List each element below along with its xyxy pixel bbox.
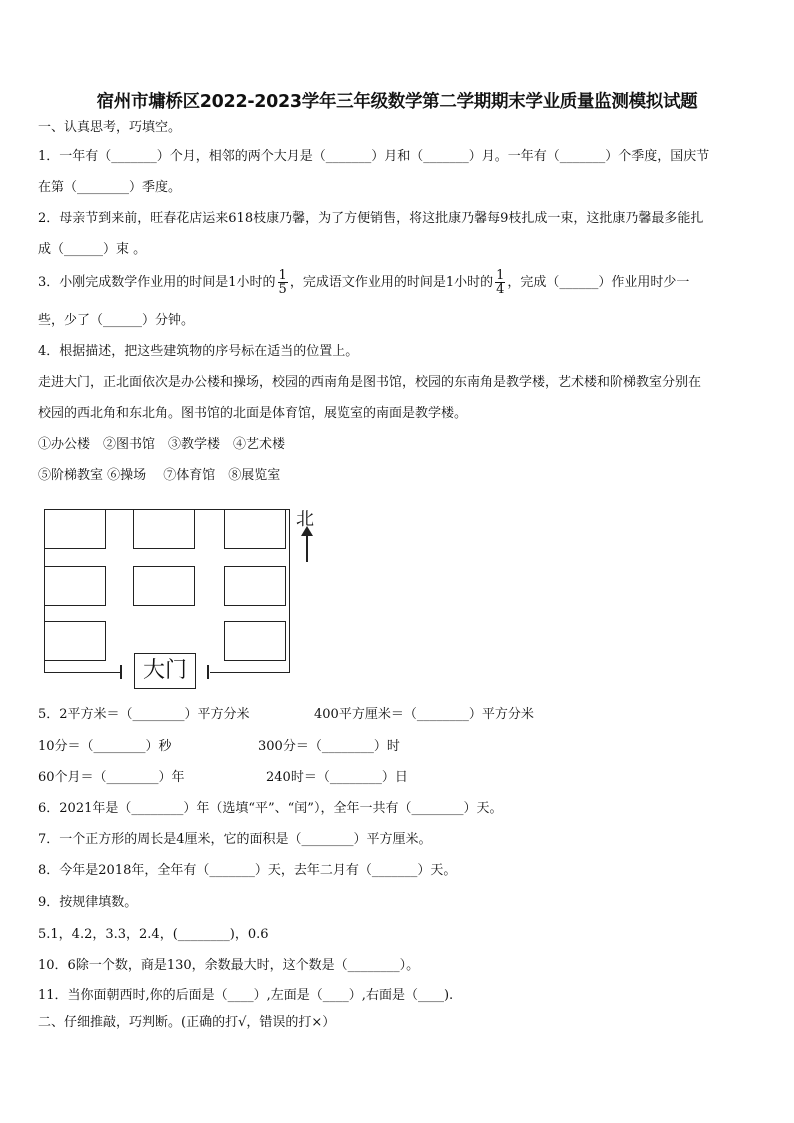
gate-post-right (207, 665, 209, 679)
question-4-prompt: 4．根据描述，把这些建筑物的序号标在适当的位置上。 (38, 344, 359, 359)
question-3-text-b: ，完成语文作业用的时间是1小时的 (289, 275, 494, 290)
question-9-prompt: 9．按规律填数。 (38, 895, 138, 910)
question-5-row-1 (38, 707, 534, 723)
map-slot-east-middle (224, 566, 286, 606)
question-5e: 60个月＝（________）年 (38, 770, 185, 785)
campus-map (44, 509, 290, 673)
question-2-line-2: 成（______）束 。 (38, 242, 147, 257)
north-arrow-shaft (306, 530, 308, 562)
question-4-options-2: ⑤阶梯教室 ⑥操场 ⑦体育馆 ⑧展览室 (38, 468, 281, 483)
fraction-denominator: 5 (278, 282, 287, 297)
section-1-heading: 一、认真思考，巧填空。 (38, 120, 182, 135)
question-5-row-2 (38, 739, 400, 755)
question-11: 11．当你面朝西时,你的后面是（____）,左面是（____）,右面是（____). (38, 988, 454, 1003)
main-gate: 大门 (134, 653, 196, 689)
map-slot-north-center (133, 509, 195, 549)
question-5f: 240时＝（________）日 (266, 770, 408, 785)
question-4-description-2: 校园的西北角和东北角。图书馆的北面是体育馆，展览室的南面是教学楼。 (38, 406, 468, 421)
map-slot-northwest (44, 509, 106, 549)
question-3-text-c: ，完成（______）作业用时少一 (507, 275, 690, 290)
question-5-row-3 (38, 770, 408, 786)
north-label: 北 (296, 509, 314, 530)
question-10: 10．6除一个数，商是130，余数最大时，这个数是（________）。 (38, 958, 420, 973)
question-5d: 300分＝（________）时 (258, 739, 400, 754)
gate-post-left (120, 665, 122, 679)
question-3-line-1 (38, 268, 689, 298)
question-5a: 5．2平方米＝（________）平方分米 (38, 707, 250, 722)
fraction-numerator: 1 (496, 268, 505, 283)
question-3-text-a: 3．小刚完成数学作业用的时间是1小时的 (38, 275, 276, 290)
fraction-one-fifth (278, 269, 288, 296)
question-1-line-2: 在第（________）季度。 (38, 180, 182, 195)
page-title: 宿州市墉桥区2022-2023学年三年级数学第二学期期末学业质量监测模拟试题 (96, 92, 698, 112)
question-3-line-2: 些，少了（______）分钟。 (38, 313, 195, 328)
question-4-options-1: ①办公楼 ②图书馆 ③教学楼 ④艺术楼 (38, 437, 286, 452)
question-7: 7．一个正方形的周长是4厘米，它的面积是（________）平方厘米。 (38, 832, 432, 847)
map-slot-center (133, 566, 195, 606)
question-6: 6．2021年是（________）年（选填“平”、“闰”），全年一共有（________）天。 (38, 801, 503, 816)
fraction-numerator: 1 (278, 268, 287, 283)
question-5c: 10分＝（________）秒 (38, 739, 172, 754)
question-9-sequence: 5.1，4.2，3.3，2.4，(________)，0.6 (38, 927, 269, 942)
map-slot-west-middle (44, 566, 106, 606)
question-8: 8．今年是2018年，全年有（_______）天，去年二月有（_______）天。 (38, 863, 457, 878)
map-slot-southeast (224, 621, 286, 661)
question-4-description-1: 走进大门，正北面依次是办公楼和操场，校园的西南角是图书馆，校园的东南角是教学楼，艺术楼和阶梯教室分别在 (38, 375, 702, 390)
question-1-line-1: 1．一年有（_______）个月，相邻的两个大月是（_______）月和（_______）月。一年有（_______）个季度，国庆节 (38, 149, 710, 164)
question-5b: 400平方厘米＝（________）平方分米 (314, 707, 534, 722)
map-slot-northeast (224, 509, 286, 549)
fraction-denominator: 4 (496, 282, 505, 297)
question-2-line-1: 2．母亲节到来前，旺春花店运来618枝康乃馨，为了方便销售，将这批康乃馨每9枝扎成一束，这批康乃馨最多能扎 (38, 211, 704, 226)
map-slot-southwest (44, 621, 106, 661)
section-2-heading: 二、仔细推敲，巧判断。(正确的打√，错误的打×） (38, 1015, 336, 1030)
fraction-one-fourth (495, 269, 505, 296)
